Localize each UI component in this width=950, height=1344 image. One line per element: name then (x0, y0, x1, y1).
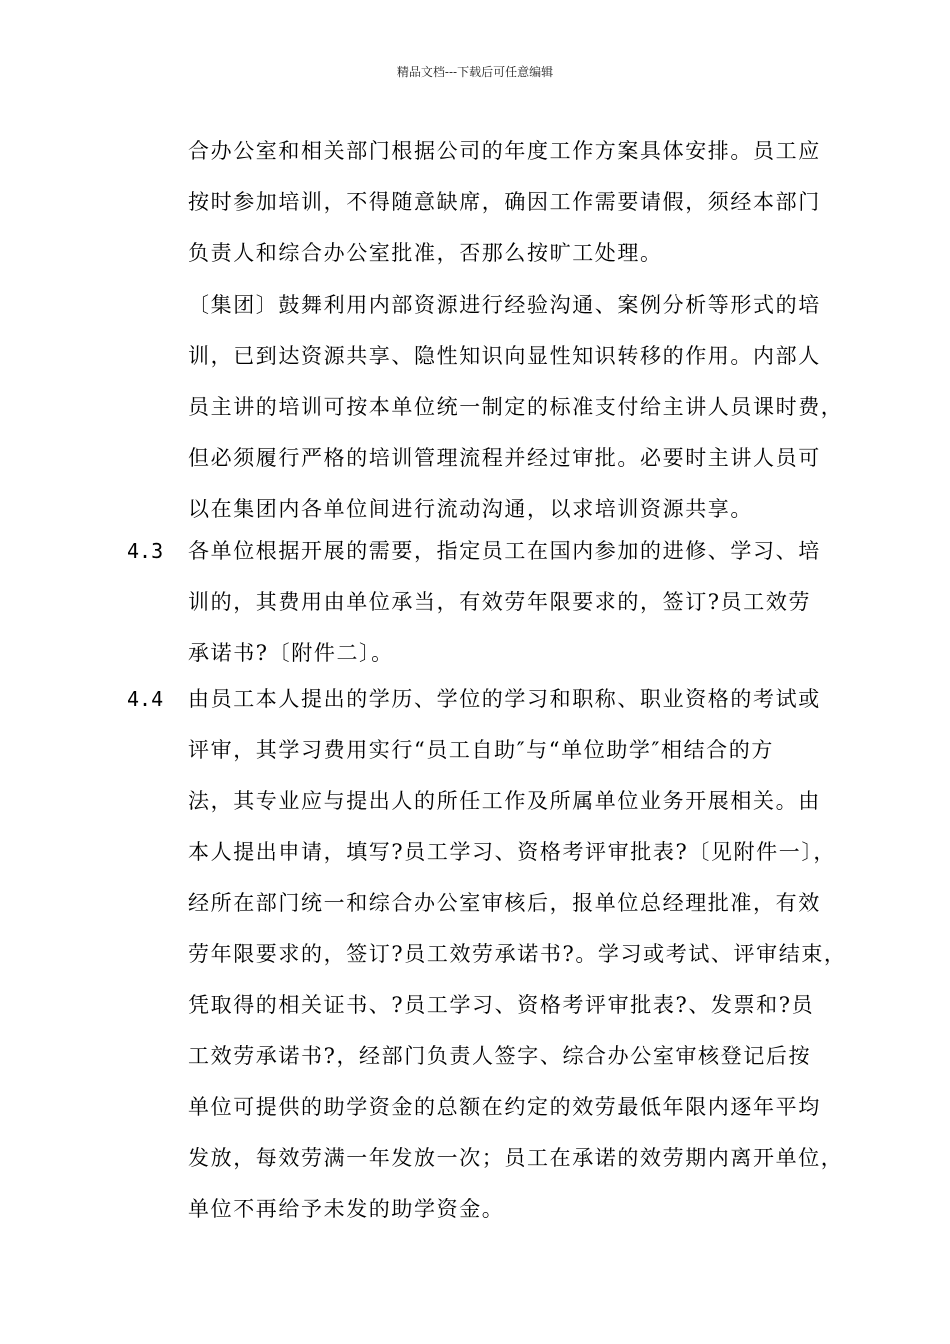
paragraph-group-training (188, 280, 844, 535)
item-number: 4.3 (127, 539, 164, 563)
text-line: 单位可提供的助学资金的总额在约定的效劳最低年限内逐年平均 (188, 1095, 821, 1119)
paragraph-continuation (188, 126, 838, 279)
text-line: 〔集团〕鼓舞利用内部资源进行经验沟通、案例分析等形式的培 (188, 293, 821, 317)
text-line: 法，其专业应与提出人的所任工作及所属单位业务开展相关。由 (188, 789, 821, 813)
text-line: 负责人和综合办公室批准，否那么按旷工处理。 (188, 241, 663, 265)
text-line: 由员工本人提出的学历、学位的学习和职称、职业资格的考试或 (188, 687, 821, 711)
text-line: 工效劳承诺书?，经部门负责人签字、综合办公室审核登记后按 (188, 1044, 812, 1068)
text-line: 以在集团内各单位间进行流动沟通，以求培训资源共享。 (188, 497, 753, 521)
paragraph-item-4-3 (188, 526, 838, 679)
text-line: 承诺书?〔附件二〕。 (188, 641, 394, 665)
text-line: 各单位根据开展的需要，指定员工在国内参加的进修、学习、培 (188, 539, 821, 563)
text-line: 员主讲的培训可按本单位统一制定的标准支付给主讲人员课时费， (188, 395, 844, 419)
text-line: 训的，其费用由单位承当，有效劳年限要求的，签订?员工效劳 (188, 590, 812, 614)
text-line: 本人提出申请，填写?员工学习、资格考评审批表?〔见附件一〕， (188, 840, 837, 864)
text-line: 合办公室和相关部门根据公司的年度工作方案具体安排。员工应 (188, 139, 821, 163)
text-line: 发放，每效劳满一年发放一次；员工在承诺的效劳期内离开单位， (188, 1146, 844, 1170)
text-line: 经所在部门统一和综合办公室审核后，报单位总经理批准，有效 (188, 891, 821, 915)
text-line: 凭取得的相关证书、?员工学习、资格考评审批表?、发票和?员 (188, 993, 815, 1017)
text-line: 单位不再给予未发的助学资金。 (188, 1197, 505, 1221)
text-line: 评审，其学习费用实行“员工自助″与“单位助学″相结合的方 (188, 738, 774, 762)
paragraph-item-4-4 (188, 674, 847, 1235)
item-number: 4.4 (127, 687, 164, 711)
text-line: 按时参加培训，不得随意缺席，确因工作需要请假，须经本部门 (188, 190, 821, 214)
text-line: 训，已到达资源共享、隐性知识向显性知识转移的作用。内部人 (188, 344, 821, 368)
page-header: 精品文档---下载后可任意编辑 (396, 65, 554, 79)
text-line: 劳年限要求的，签订?员工效劳承诺书?。学习或考试、评审结束， (188, 942, 847, 966)
text-line: 但必须履行严格的培训管理流程并经过审批。必要时主讲人员可 (188, 446, 821, 470)
